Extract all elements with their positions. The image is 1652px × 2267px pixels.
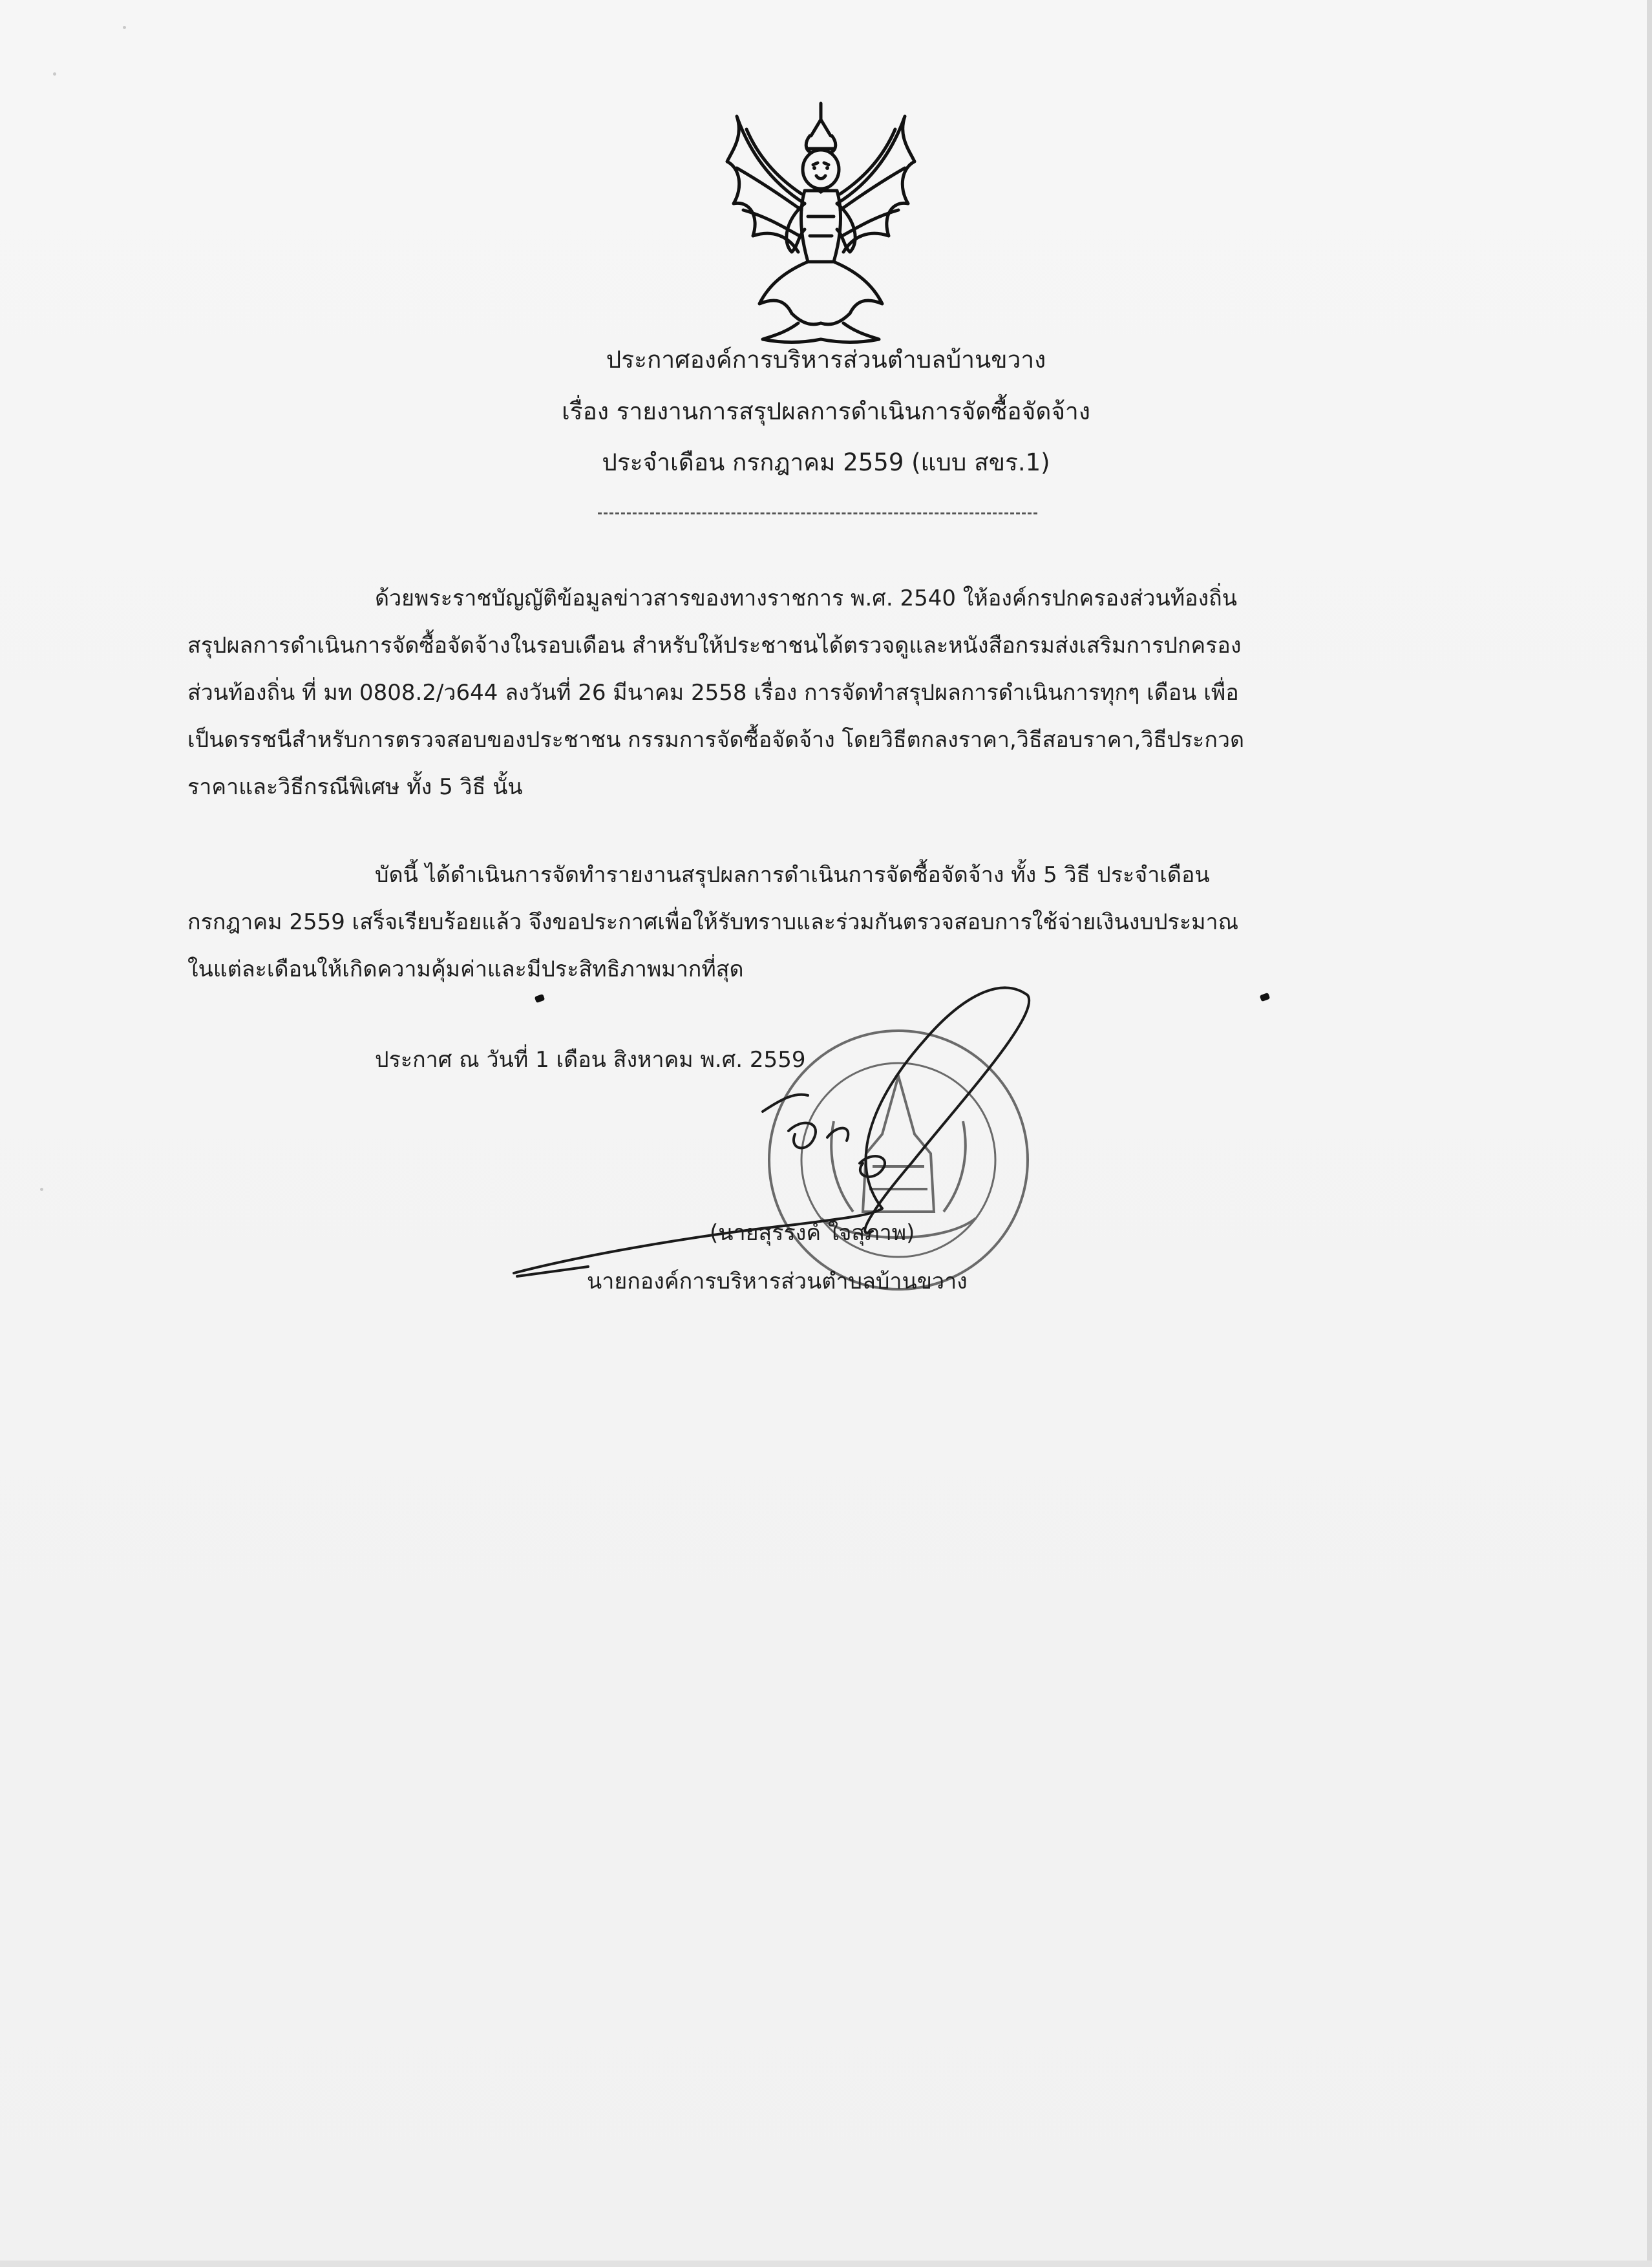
ink-mark	[1260, 993, 1271, 1002]
scan-edge-bottom	[0, 2261, 1652, 2267]
paragraph-1	[187, 575, 1454, 811]
subject-line: เรื่อง รายงานการสรุปผลการดำเนินการจัดซื้อจัดจ้าง	[562, 397, 1090, 425]
paragraph-line: สรุปผลการดำเนินการจัดซื้อจัดจ้างในรอบเดือน สำหรับให้ประชาชนได้ตรวจดูและหนังสือกรมส่งเสริมการปกครอง	[187, 633, 1242, 659]
signatory-position: นายกองค์การบริหารส่วนตำบลบ้านขวาง	[587, 1269, 968, 1294]
period-line: ประจำเดือน กรกฎาคม 2559 (แบบ สขร.1)	[602, 448, 1050, 476]
paragraph-line: ด้วยพระราชบัญญัติข้อมูลข่าวสารของทางราชการ พ.ศ. 2540 ให้องค์กรปกครองส่วนท้องถิ่น	[375, 585, 1237, 611]
header-divider	[598, 512, 1037, 514]
paragraph-line: กรกฎาคม 2559 เสร็จเรียบร้อยแล้ว จึงขอประกาศเพื่อให้รับทราบและร่วมกันตรวจสอบการใช้จ่ายเงินงบประมาณ	[187, 909, 1239, 935]
paragraph-line: ในแต่ละเดือนให้เกิดความคุ้มค่าและมีประสิทธิภาพมากที่สุด	[187, 956, 744, 982]
paragraph-line: บัดนี้ ได้ดำเนินการจัดทำรายงานสรุปผลการดำเนินการจัดซื้อจัดจ้าง ทั้ง 5 วิธี ประจำเดือน	[375, 862, 1210, 888]
garuda-emblem-icon	[708, 90, 934, 349]
scan-speck	[40, 1188, 43, 1191]
paragraph-line: ส่วนท้องถิ่น ที่ มท 0808.2/ว644 ลงวันที่ 26 มีนาคม 2558 เรื่อง การจัดทำสรุปผลการดำเนินการทุกๆ เดือน เพื่อ	[187, 680, 1239, 706]
announcement-title: ประกาศองค์การบริหารส่วนตำบลบ้านขวาง	[606, 346, 1046, 374]
signatory-name: (นายสุรรงค์ ใจสุภาพ)	[710, 1220, 915, 1246]
paragraph-line: ราคาและวิธีกรณีพิเศษ ทั้ง 5 วิธี นั้น	[187, 774, 523, 800]
scan-edge-right	[1647, 0, 1652, 2267]
paragraph-line: เป็นดรรชนีสำหรับการตรวจสอบของประชาชน กรรมการจัดซื้อจัดจ้าง โดยวิธีตกลงราคา,วิธีสอบราคา,วิธีประกวด	[187, 727, 1245, 753]
announcement-date: ประกาศ ณ วันที่ 1 เดือน สิงหาคม พ.ศ. 2559	[375, 1047, 806, 1073]
scan-speck	[123, 26, 126, 29]
scan-speck	[53, 72, 56, 76]
